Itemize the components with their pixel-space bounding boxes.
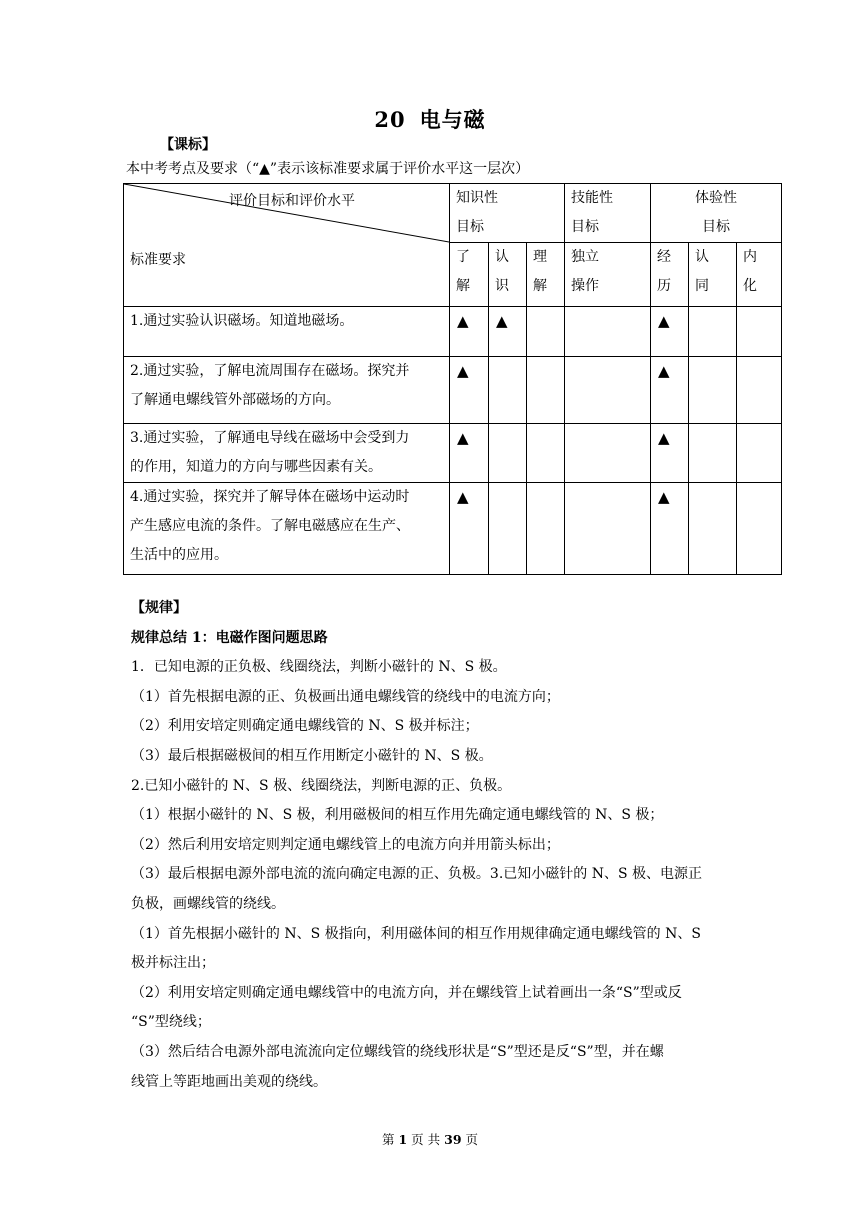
rule-line: （1）根据小磁针的 N、S 极，利用磁极间的相互作用先确定通电螺线管的 N、S 极； <box>131 807 664 824</box>
total-pages: 39 <box>444 1132 462 1147</box>
standard-text: 1.通过实验认识磁场。知道地磁场。 <box>124 307 450 357</box>
standard-text: 2.通过实验，了解电流周围存在磁场。探究并 了解通电螺线管外部磁场的方向。 <box>124 357 450 424</box>
page-title <box>0 104 860 134</box>
rule-line: （3）然后结合电源外部电流流向定位螺线管的绕线形状是“S”型还是反“S”型，并在螺 <box>131 1043 664 1060</box>
sub-header-cell: 经 历 <box>651 243 689 307</box>
mark-cell <box>737 357 782 424</box>
mark-cell <box>737 424 782 483</box>
mark-cell: ▲ <box>651 424 689 483</box>
rule-line: 2.已知小磁针的 N、S 极、线圈绕法，判断电源的正、负极。 <box>131 777 512 794</box>
rules-section <box>131 594 741 1097</box>
rule-line: 线管上等距地画出美观的绕线。 <box>131 1073 327 1090</box>
rule-line: （2）利用安培定则确定通电螺线管的 N、S 极并标注； <box>131 718 479 735</box>
sub-header-cell: 了 解 <box>450 243 489 307</box>
mark-cell <box>737 483 782 575</box>
kebiao-heading: 【课标】 <box>160 137 216 153</box>
mark-cell <box>689 357 737 424</box>
mark-cell: ▲ <box>450 483 489 575</box>
mark-cell <box>527 307 565 357</box>
mark-cell <box>737 307 782 357</box>
mark-cell <box>565 424 651 483</box>
mark-cell: ▲ <box>450 424 489 483</box>
chapter-number: 20 <box>374 107 406 132</box>
summary-title: 规律总结 1：电磁作图问题思路 <box>131 629 328 646</box>
table-row <box>124 357 782 424</box>
mark-cell <box>689 307 737 357</box>
mark-cell: ▲ <box>489 307 527 357</box>
rule-line: 极并标注出； <box>131 955 215 972</box>
mark-cell <box>527 357 565 424</box>
current-page: 1 <box>398 1132 408 1147</box>
group-experience-header: 体验性 目标 <box>651 184 782 243</box>
page-footer: 第 1 页 共 39 页 <box>381 1132 479 1147</box>
mark-cell: ▲ <box>450 357 489 424</box>
mark-cell: ▲ <box>450 307 489 357</box>
mark-cell <box>489 357 527 424</box>
sub-header-cell: 独立 操作 <box>565 243 651 307</box>
mark-cell <box>565 483 651 575</box>
mark-cell: ▲ <box>651 357 689 424</box>
mark-cell <box>689 483 737 575</box>
mark-cell <box>565 307 651 357</box>
rule-line: （2）利用安培定则确定通电螺线管中的电流方向，并在螺线管上试着画出一条“S”型或反 <box>131 984 682 1001</box>
rule-line: （1）首先根据小磁针的 N、S 极指向，利用磁体间的相互作用规律确定通电螺线管的 N、S <box>131 925 701 942</box>
mark-cell <box>527 483 565 575</box>
rule-line: （3）最后根据磁极间的相互作用断定小磁针的 N、S 极。 <box>131 747 493 764</box>
mark-cell <box>489 483 527 575</box>
sub-header-cell: 理 解 <box>527 243 565 307</box>
mark-cell <box>489 424 527 483</box>
sub-header-cell: 认 同 <box>689 243 737 307</box>
sub-header-cell: 内 化 <box>737 243 782 307</box>
rule-line: （1）首先根据电源的正、负极画出通电螺线管的绕线中的电流方向； <box>131 688 560 705</box>
mark-cell: ▲ <box>651 483 689 575</box>
diag-top-label: 评价目标和评价水平 <box>229 193 355 209</box>
mark-cell <box>565 357 651 424</box>
mark-cell <box>527 424 565 483</box>
group-knowledge-header: 知识性 目标 <box>450 184 565 243</box>
group-skill-header: 技能性 目标 <box>565 184 651 243</box>
standard-text: 3.通过实验，了解通电导线在磁场中会受到力 的作用，知道力的方向与哪些因素有关。 <box>124 424 450 483</box>
standard-text: 4.通过实验，探究并了解导体在磁场中运动时 产生感应电流的条件。了解电磁感应在生产、 生活中的应用。 <box>124 483 450 575</box>
rule-line: 1．已知电源的正负极、线圈绕法，判断小磁针的 N、S 极。 <box>131 659 507 676</box>
diag-bottom-label: 标准要求 <box>130 252 186 268</box>
chapter-title: 电与磁 <box>419 107 486 132</box>
sub-header-cell: 认 识 <box>489 243 527 307</box>
mark-cell <box>689 424 737 483</box>
intro-line: 本中考考点及要求（“▲”表示该标准要求属于评价水平这一层次） <box>126 161 530 177</box>
rule-line: （2）然后利用安培定则判定通电螺线管上的电流方向并用箭头标出； <box>131 836 560 853</box>
diagonal-header-cell <box>124 184 450 307</box>
rules-heading: 【规律】 <box>131 600 187 616</box>
mark-cell: ▲ <box>651 307 689 357</box>
standards-table <box>123 183 782 575</box>
table-row <box>124 483 782 575</box>
table-row <box>124 307 782 357</box>
table-row <box>124 424 782 483</box>
rule-line: “S”型绕线； <box>131 1014 211 1031</box>
rule-line: 负极，画螺线管的绕线。 <box>131 895 285 912</box>
rule-line: （3）最后根据电源外部电流的流向确定电源的正、负极。3.已知小磁针的 N、S 极、电源正 <box>131 866 703 883</box>
